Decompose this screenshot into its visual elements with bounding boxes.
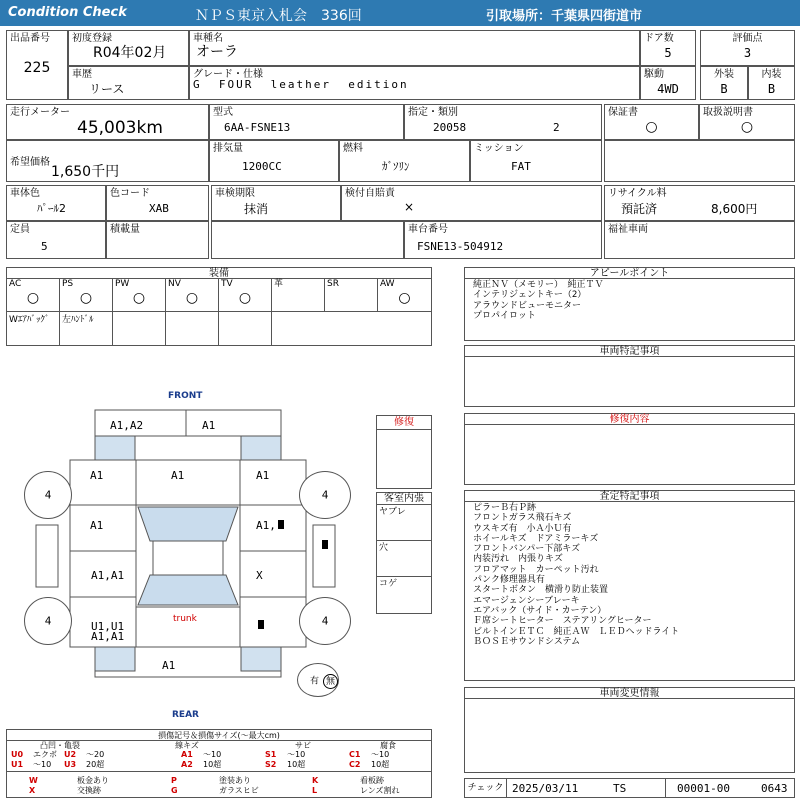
legend-desc: 10超 bbox=[203, 760, 222, 769]
inspection-label: 車検期限 bbox=[215, 188, 255, 199]
equip-cell-pw bbox=[113, 279, 166, 312]
equip-label: Wｴｱﾊﾞｯｸﾞ bbox=[9, 315, 50, 325]
legend-desc: 看板跡 bbox=[360, 776, 384, 785]
legend-code: A1 bbox=[181, 750, 193, 759]
load-label: 積載量 bbox=[110, 224, 140, 235]
equip-label: SR bbox=[327, 279, 339, 289]
mark-rl-fender-2: A1,A1 bbox=[91, 630, 125, 643]
equip-cell bbox=[166, 312, 219, 345]
inspection-note-line: ＢＯＳＥサウンドシステム bbox=[473, 636, 581, 647]
designation-box bbox=[404, 104, 602, 140]
legend-code: P bbox=[171, 776, 177, 785]
legend-desc: 20超 bbox=[86, 760, 105, 769]
doors-box bbox=[640, 30, 696, 66]
equip-cell-ac bbox=[7, 279, 60, 312]
appeal-line: アラウンドビューモニター bbox=[473, 300, 582, 311]
condition-check-title: Condition Check bbox=[8, 5, 127, 20]
price: 1,650千円 bbox=[51, 164, 120, 180]
score-label: 評価点 bbox=[732, 33, 763, 44]
insurance-label: 検付自賠責 bbox=[345, 188, 395, 199]
inspection-box bbox=[211, 185, 341, 221]
equip-label: PS bbox=[62, 279, 74, 289]
color-box bbox=[6, 185, 106, 221]
equipment-title: 装備 bbox=[7, 268, 431, 279]
drive-label: 駆動 bbox=[644, 69, 664, 80]
model-label: 型式 bbox=[213, 107, 233, 118]
interior: B bbox=[767, 82, 776, 96]
model: 6AA-FSNE13 bbox=[224, 121, 291, 134]
inspection-note-line: ホイールキズ ドアミラーキズ bbox=[473, 533, 599, 544]
first-reg: R04年02月 bbox=[93, 45, 167, 61]
inspection: 抹消 bbox=[244, 202, 269, 216]
legend-desc: ～20 bbox=[86, 750, 105, 759]
inspection-note-line: ビルトインＥＴＣ 純正ＡＷ ＬＥＤヘッドライト bbox=[473, 626, 680, 637]
car-name: オーラ bbox=[196, 44, 238, 60]
first-reg-box bbox=[68, 30, 189, 66]
car-outline bbox=[0, 385, 440, 725]
mark-fl-door: A1 bbox=[90, 519, 104, 532]
legend-code: C2 bbox=[349, 760, 361, 769]
damage-legend bbox=[6, 729, 432, 798]
equip-label: 革 bbox=[274, 279, 284, 289]
change-info-box bbox=[464, 687, 795, 773]
grade: G FOUR leather edition bbox=[193, 78, 409, 91]
history-box bbox=[68, 66, 189, 100]
legend-code: K bbox=[312, 776, 319, 785]
mark-hood-right: A1 bbox=[202, 419, 216, 432]
equip-label: TV bbox=[221, 279, 233, 289]
displacement: 1200CC bbox=[242, 160, 282, 173]
interior-item-label: コゲ bbox=[379, 579, 398, 589]
equip-cell bbox=[60, 312, 113, 345]
displacement-box bbox=[209, 140, 339, 182]
tire-rear-right: 4 bbox=[299, 597, 351, 645]
special-notes-box bbox=[464, 345, 795, 407]
equip-value: ○ bbox=[185, 290, 199, 306]
mark-fr-fender: A1 bbox=[256, 469, 270, 482]
tire-front-left: 4 bbox=[24, 471, 72, 519]
grade-label: グレード・仕様 bbox=[193, 69, 263, 80]
interior-box bbox=[748, 66, 795, 100]
chassis-label: 車台番号 bbox=[408, 224, 448, 235]
inspection-note-line: ピラーＢ右Ｐ跡 bbox=[473, 503, 537, 513]
legend-desc: エクボ bbox=[33, 750, 57, 759]
interior-item bbox=[377, 577, 431, 613]
legend-code: S1 bbox=[265, 750, 277, 759]
interior-item bbox=[377, 541, 431, 577]
mark-fr-door: A1, bbox=[256, 519, 276, 532]
equip-value: ○ bbox=[398, 290, 411, 306]
inspection-note-line: フロアマット カーペット汚れ bbox=[473, 564, 599, 575]
fuel-label: 燃料 bbox=[343, 143, 363, 154]
inspection-note-line: ウスキズ有 小Ａ小Ｕ有 bbox=[473, 523, 572, 534]
front-label: FRONT bbox=[168, 391, 203, 401]
legend-desc: ～10 bbox=[371, 750, 390, 759]
equip-value: ○ bbox=[26, 290, 40, 306]
inspection-note-line: スタートボタン 横滑り防止装置 bbox=[473, 585, 609, 596]
equip-cell bbox=[7, 312, 60, 345]
legend-code: G bbox=[171, 786, 178, 795]
legend-desc: レンズ割れ bbox=[360, 786, 400, 795]
mark-rear: A1 bbox=[162, 659, 176, 672]
recycle-box bbox=[604, 185, 795, 221]
history: リース bbox=[89, 82, 125, 96]
equip-label: AW bbox=[380, 279, 395, 289]
repair-title: 修復 bbox=[377, 416, 431, 430]
lot-no: 225 bbox=[23, 60, 51, 76]
inspection-note-line: フロントガラス飛石キズ bbox=[473, 513, 572, 524]
pin-icon bbox=[322, 540, 328, 549]
equipment-box bbox=[6, 267, 432, 346]
lot-no-label: 出品番号 bbox=[10, 33, 50, 44]
interior-item bbox=[377, 505, 431, 541]
inspection-note-line: パンク修理器具有 bbox=[473, 575, 545, 586]
auction-title: ＮＰＳ東京入札会 336回 bbox=[195, 8, 362, 24]
recycle-status: 預託済 bbox=[621, 202, 658, 216]
mileage-label: 走行メーター bbox=[10, 107, 70, 118]
car-name-label: 車種名 bbox=[193, 33, 223, 44]
legend-group-title: 線キズ bbox=[113, 740, 261, 750]
spare-none-mark: 無 bbox=[323, 674, 338, 689]
legend-group-title: サビ bbox=[261, 740, 345, 750]
pin-icon bbox=[258, 620, 264, 629]
pin-icon bbox=[278, 520, 284, 529]
checker: TS bbox=[613, 782, 627, 795]
legend-desc: ～10 bbox=[203, 750, 222, 759]
check-serial: 0643 bbox=[761, 782, 788, 795]
appeal-title: アピールポイント bbox=[465, 268, 794, 279]
legend-desc: 交換跡 bbox=[77, 786, 101, 795]
car-name-box bbox=[189, 30, 640, 66]
legend-code: S2 bbox=[265, 760, 277, 769]
change-info-title: 車両変更情報 bbox=[465, 688, 794, 699]
recycle-label: リサイクル料 bbox=[608, 188, 667, 199]
repair-box bbox=[376, 415, 432, 489]
equip-cell-ps bbox=[60, 279, 113, 312]
legend-code: X bbox=[29, 786, 36, 795]
legend-group-title: 腐食 bbox=[345, 740, 431, 750]
mark-fl-fender: A1 bbox=[90, 469, 104, 482]
chassis-spacer bbox=[211, 221, 404, 259]
equip-value: ○ bbox=[132, 290, 146, 306]
fuel-box bbox=[339, 140, 470, 182]
appeal-line: プロパイロット bbox=[473, 310, 536, 321]
doors-label: ドア数 bbox=[644, 33, 674, 44]
price-label: 希望価格 bbox=[10, 157, 50, 168]
designation-label: 指定・類別 bbox=[408, 107, 458, 118]
spare-tire: 有 bbox=[297, 663, 339, 697]
special-notes-title: 車両特記事項 bbox=[465, 346, 794, 357]
legend-code: U0 bbox=[11, 750, 24, 759]
exterior: B bbox=[720, 82, 728, 96]
capacity-box bbox=[6, 221, 106, 259]
pickup-location: 引取場所：千葉県四街道市 bbox=[486, 9, 643, 24]
equip-cell-sr bbox=[325, 279, 378, 312]
legend-code: W bbox=[29, 776, 38, 785]
equip-cell bbox=[219, 312, 272, 345]
mission-label: ミッション bbox=[474, 143, 524, 154]
legend-title: 損傷記号＆損傷サイズ(～最大cm) bbox=[158, 731, 280, 740]
equip-cell bbox=[113, 312, 166, 345]
legend-desc: 10超 bbox=[287, 760, 306, 769]
lot-no-box bbox=[6, 30, 68, 100]
legend-code: C1 bbox=[349, 750, 361, 759]
car-diagram bbox=[0, 385, 440, 725]
equip-label: 左ﾊﾝﾄﾞﾙ bbox=[62, 315, 94, 325]
welfare-box bbox=[604, 221, 795, 259]
mark-rl-door: A1,A1 bbox=[91, 569, 125, 582]
legend-desc: 10超 bbox=[371, 760, 390, 769]
category: 2 bbox=[553, 121, 560, 134]
trunk-label: trunk bbox=[173, 614, 197, 624]
exterior-box bbox=[700, 66, 748, 100]
mark-rr-door: X bbox=[256, 569, 263, 582]
check-footer bbox=[464, 778, 795, 798]
capacity: 5 bbox=[41, 240, 48, 253]
mission-box bbox=[470, 140, 602, 182]
equip-cell-nv bbox=[166, 279, 219, 312]
displacement-label: 排気量 bbox=[213, 143, 243, 154]
appeal-line: 純正ＮＶ（メモリー） 純正ＴＶ bbox=[473, 280, 604, 290]
interior-item-label: ヤブレ bbox=[379, 507, 406, 517]
legend-desc: ～10 bbox=[33, 760, 52, 769]
recycle-fee: 8,600円 bbox=[711, 202, 758, 216]
warranty-label: 保証書 bbox=[608, 107, 638, 118]
warranty-spacer bbox=[604, 140, 795, 182]
capacity-label: 定員 bbox=[10, 224, 30, 235]
check-label: チェック bbox=[465, 779, 507, 797]
interior-label: 内装 bbox=[761, 69, 782, 80]
warranty-box bbox=[604, 104, 699, 140]
equip-value: ○ bbox=[79, 290, 93, 306]
check-code: 00001-00 bbox=[677, 782, 730, 795]
appeal-line: インテリジェントキー（2） bbox=[473, 290, 587, 301]
first-reg-label: 初度登録 bbox=[72, 33, 112, 44]
legend-group-title: 凸凹・亀裂 bbox=[7, 740, 113, 750]
mark-hood-left: A1,A2 bbox=[110, 419, 144, 432]
manual-label: 取扱説明書 bbox=[703, 107, 753, 118]
legend-code: U3 bbox=[64, 760, 77, 769]
mileage-box bbox=[6, 104, 209, 140]
color-code-label: 色コード bbox=[110, 188, 150, 199]
interior-item-label: 穴 bbox=[379, 543, 389, 553]
legend-desc: 塗装あり bbox=[219, 776, 251, 785]
chassis-box bbox=[404, 221, 602, 259]
color-label: 車体色 bbox=[10, 188, 40, 199]
model-box bbox=[209, 104, 404, 140]
equip-cell-革 bbox=[272, 279, 325, 312]
inspection-note-line: 内装汚れ 内張りキズ bbox=[473, 554, 563, 565]
legend-code: L bbox=[312, 786, 318, 795]
doors: 5 bbox=[664, 46, 672, 60]
legend-code: U2 bbox=[64, 750, 77, 759]
history-label: 車歴 bbox=[72, 69, 92, 80]
appeal-box bbox=[464, 267, 795, 341]
legend-code: A2 bbox=[181, 760, 193, 769]
header-bar bbox=[0, 0, 800, 26]
equip-cell-aw bbox=[378, 279, 431, 312]
inspection-note-line: Ｆ席シートヒーター ステアリングヒーター bbox=[473, 616, 652, 627]
legend-desc: ガラスヒビ bbox=[219, 786, 259, 795]
inspection-note-line: エマージェンシーブレーキ bbox=[473, 595, 580, 606]
mileage: 45,003km bbox=[77, 118, 163, 138]
mission: FAT bbox=[511, 160, 531, 173]
score: 3 bbox=[743, 46, 752, 60]
drive-box bbox=[640, 66, 696, 100]
equip-label: AC bbox=[9, 279, 22, 289]
exterior-label: 外装 bbox=[714, 69, 734, 80]
drive: 4WD bbox=[657, 82, 679, 96]
equip-label: NV bbox=[168, 279, 181, 289]
inspection-notes-title: 査定特記事項 bbox=[465, 491, 794, 502]
mark-bonnet: A1 bbox=[171, 469, 185, 482]
score-box bbox=[700, 30, 795, 66]
color-code-box bbox=[106, 185, 209, 221]
legend-code: U1 bbox=[11, 760, 24, 769]
tire-front-right: 4 bbox=[299, 471, 351, 519]
equip-label: PW bbox=[115, 279, 130, 289]
equip-value: ○ bbox=[238, 290, 252, 306]
grade-box bbox=[189, 66, 640, 100]
insurance-box bbox=[341, 185, 602, 221]
warranty: ○ bbox=[645, 119, 658, 135]
designation: 20058 bbox=[433, 121, 467, 134]
repair-content-box bbox=[464, 413, 795, 485]
legend-desc: 板金あり bbox=[77, 776, 109, 785]
price-box bbox=[6, 140, 209, 182]
chassis: FSNE13-504912 bbox=[417, 240, 504, 253]
interior-upholstery-title: 客室内張 bbox=[377, 493, 431, 505]
manual: ○ bbox=[740, 119, 754, 135]
color-code: XAB bbox=[149, 202, 169, 215]
mark-rl-fender-1: U1,U1 bbox=[91, 620, 125, 633]
rear-label: REAR bbox=[172, 710, 199, 720]
check-date: 2025/03/11 bbox=[512, 782, 579, 795]
welfare-label: 福祉車両 bbox=[608, 224, 648, 235]
inspection-notes-box bbox=[464, 490, 795, 681]
tire-rear-left: 4 bbox=[24, 597, 72, 645]
load-box bbox=[106, 221, 209, 259]
equip-cell-tv bbox=[219, 279, 272, 312]
interior-upholstery-box bbox=[376, 492, 432, 614]
repair-content-title: 修復内容 bbox=[465, 414, 794, 425]
inspection-note-line: フロントバンパー下部キズ bbox=[473, 544, 581, 555]
color: ﾊﾟｰﾙ2 bbox=[37, 202, 66, 215]
legend-desc: ～10 bbox=[287, 750, 306, 759]
manual-box bbox=[699, 104, 795, 140]
insurance: × bbox=[404, 200, 415, 214]
fuel: ｶﾞｿﾘﾝ bbox=[382, 160, 410, 173]
inspection-note-line: エアバック（サイド・カーテン） bbox=[473, 605, 607, 616]
